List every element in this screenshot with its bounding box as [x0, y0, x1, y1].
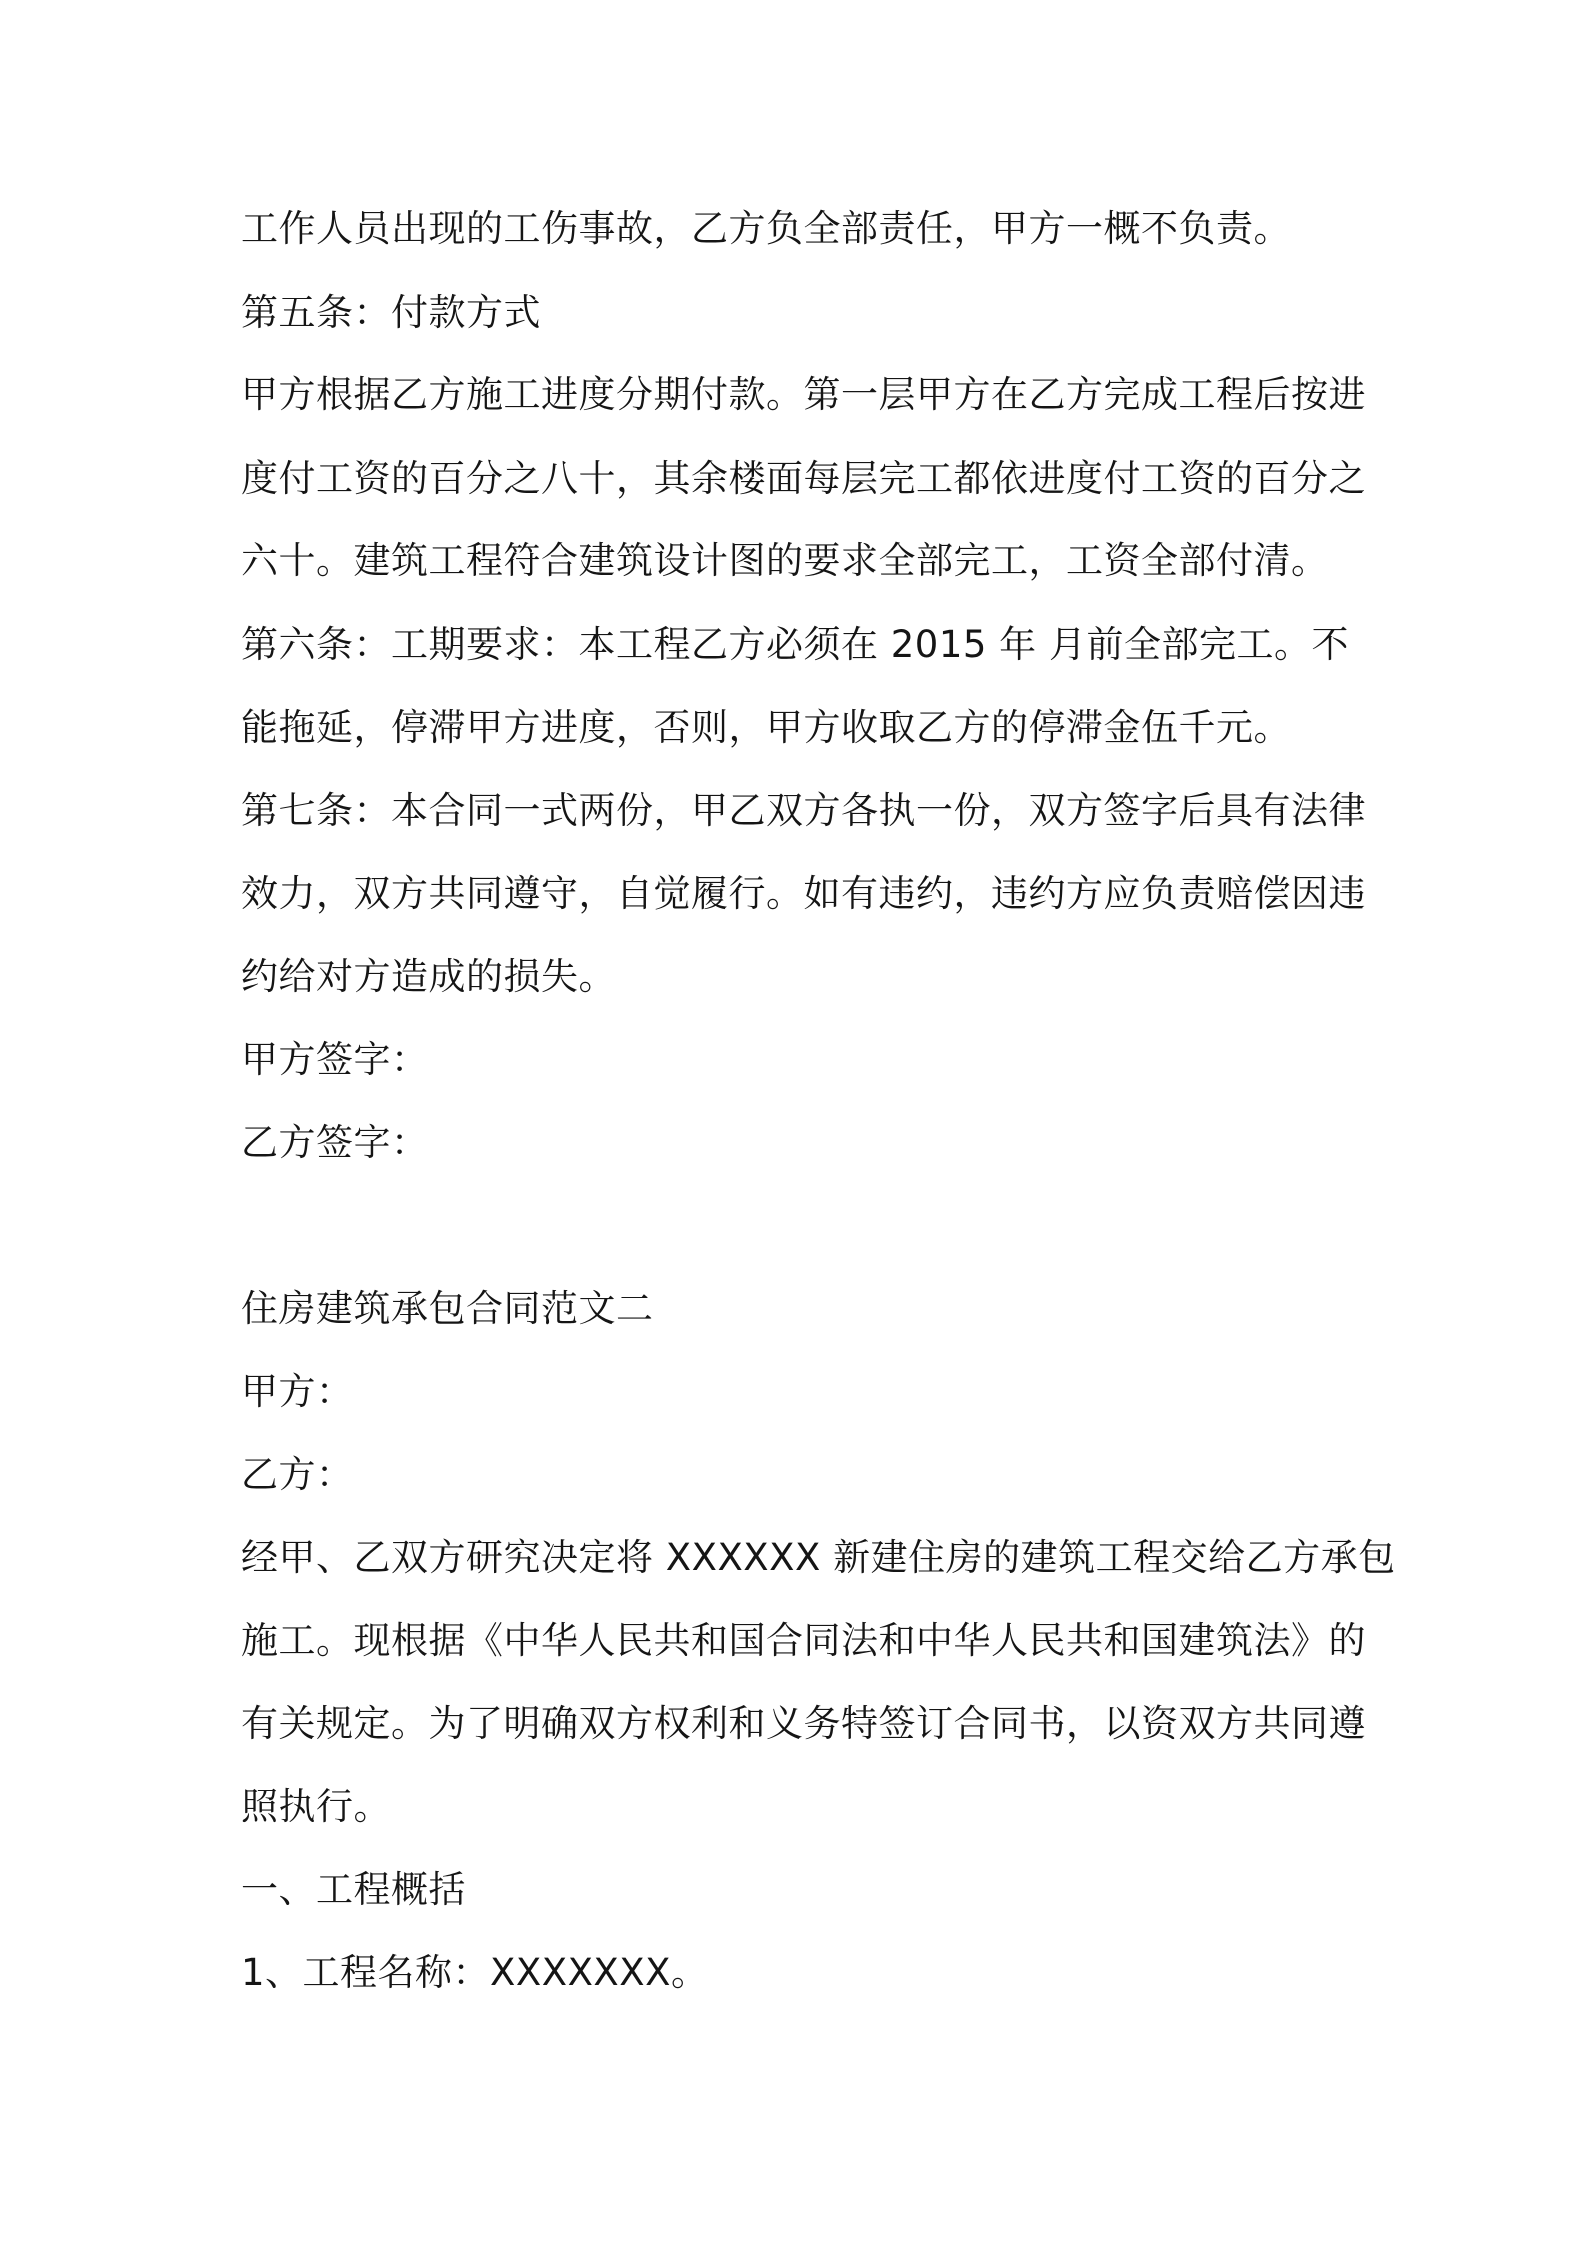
signature-label-party-b: 乙方签字： — [241, 1121, 429, 1164]
text-line: 第七条：本合同一式两份，甲乙双方各执一份，双方签字后具有法律 — [241, 789, 1366, 832]
text-line: 能拖延，停滞甲方进度，否则，甲方收取乙方的停滞金伍千元。 — [241, 706, 1291, 749]
text-line: 效力，双方共同遵守，自觉履行。如有违约，违约方应负责赔偿因违 — [241, 872, 1366, 915]
text-line: 经甲、乙双方研究决定将 XXXXXX 新建住房的建筑工程交给乙方承包 — [241, 1536, 1396, 1579]
section-heading: 第五条：付款方式 — [241, 291, 541, 334]
text-line: 施工。现根据《中华人民共和国合同法和中华人民共和国建筑法》的 — [241, 1619, 1366, 1662]
text-line: 照执行。 — [241, 1785, 391, 1828]
text-line: 工作人员出现的工伤事故，乙方负全部责任，甲方一概不负责。 — [241, 207, 1291, 250]
text-line: 甲方根据乙方施工进度分期付款。第一层甲方在乙方完成工程后按进 — [241, 373, 1366, 416]
document-title: 住房建筑承包合同范文二 — [241, 1287, 654, 1330]
section-heading: 一、工程概括 — [241, 1868, 466, 1911]
party-a-label: 甲方： — [241, 1370, 354, 1413]
party-b-label: 乙方： — [241, 1453, 354, 1496]
text-line: 约给对方造成的损失。 — [241, 955, 616, 998]
signature-label-party-a: 甲方签字： — [241, 1038, 429, 1081]
text-line: 有关规定。为了明确双方权利和义务特签订合同书，以资双方共同遵 — [241, 1702, 1366, 1745]
text-line: 第六条：工期要求：本工程乙方必须在 2015 年 月前全部完工。不 — [241, 623, 1349, 666]
text-line: 六十。建筑工程符合建筑设计图的要求全部完工，工资全部付清。 — [241, 539, 1329, 582]
text-line: 度付工资的百分之八十，其余楼面每层完工都依进度付工资的百分之 — [241, 457, 1366, 500]
list-item: 1、工程名称：XXXXXXX。 — [241, 1951, 709, 1994]
